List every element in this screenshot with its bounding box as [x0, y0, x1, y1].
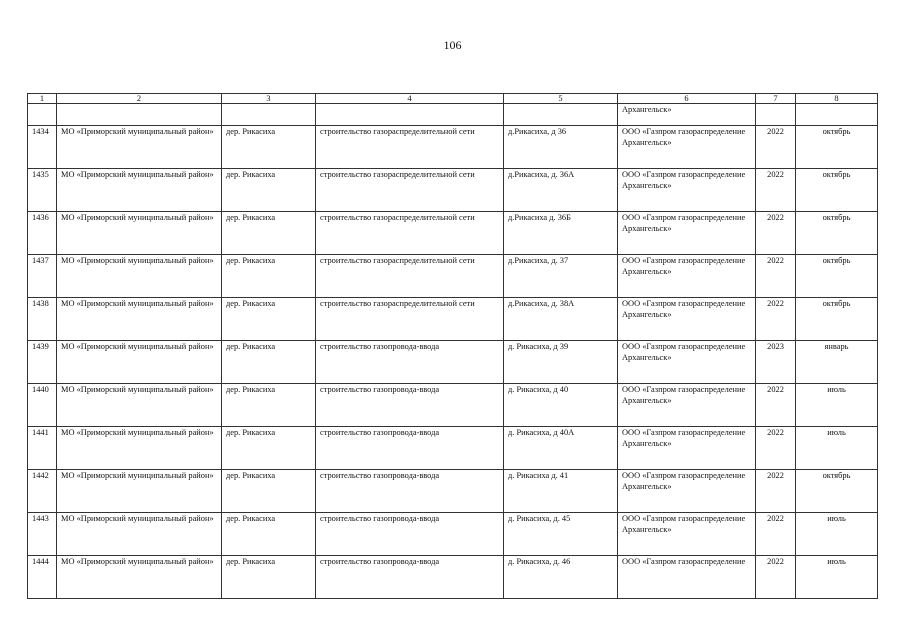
work-type-cell: строительство газопровода-ввода — [316, 513, 504, 556]
year-cell: 2022 — [756, 470, 796, 513]
settlement-cell: дер. Рикасиха — [222, 556, 316, 599]
page-number: 106 — [443, 38, 462, 52]
organization-cell: ООО «Газпром газораспределение Архангельск» — [618, 126, 756, 169]
municipality-cell: МО «Приморский муниципальный район» — [57, 255, 222, 298]
table-row — [28, 556, 878, 599]
column-number: 6 — [618, 94, 756, 104]
column-number: 2 — [57, 94, 222, 104]
year-cell: 2022 — [756, 427, 796, 470]
table-row — [28, 255, 878, 298]
municipality-cell: МО «Приморский муниципальный район» — [57, 470, 222, 513]
continuation-row — [28, 104, 878, 126]
table-body — [28, 94, 878, 599]
year-cell: 2023 — [756, 341, 796, 384]
organization-cell: ООО «Газпром газораспределение Архангельск» — [618, 169, 756, 212]
month-cell: октябрь — [796, 470, 878, 513]
work-type-cell: строительство газопровода-ввода — [316, 556, 504, 599]
organization-cell: ООО «Газпром газораспределение — [618, 556, 756, 599]
row-number-cell: 1442 — [28, 470, 57, 513]
municipality-cell: МО «Приморский муниципальный район» — [57, 169, 222, 212]
month-cell: январь — [796, 341, 878, 384]
column-number: 5 — [504, 94, 618, 104]
row-number-cell: 1444 — [28, 556, 57, 599]
row-number-cell: 1439 — [28, 341, 57, 384]
work-type-cell: строительство газораспределительной сети — [316, 169, 504, 212]
year-cell: 2022 — [756, 126, 796, 169]
municipality-cell: МО «Приморский муниципальный район» — [57, 126, 222, 169]
settlement-cell: дер. Рикасиха — [222, 513, 316, 556]
year-cell: 2022 — [756, 384, 796, 427]
organization-cell: ООО «Газпром газораспределение Архангельск» — [618, 341, 756, 384]
year-cell: 2022 — [756, 298, 796, 341]
year-cell: 2022 — [756, 556, 796, 599]
column-number: 4 — [316, 94, 504, 104]
address-cell: д.Рикасиха, д. 38А — [504, 298, 618, 341]
month-cell: октябрь — [796, 126, 878, 169]
work-type-cell: строительство газораспределительной сети — [316, 126, 504, 169]
address-cell: д.Рикасиха, д. 36А — [504, 169, 618, 212]
table-row — [28, 212, 878, 255]
cell — [316, 104, 504, 126]
work-type-cell: строительство газопровода-ввода — [316, 427, 504, 470]
address-cell: д. Рикасиха д. 41 — [504, 470, 618, 513]
cell — [57, 104, 222, 126]
address-cell: д. Рикасиха, д. 45 — [504, 513, 618, 556]
column-number: 7 — [756, 94, 796, 104]
municipality-cell: МО «Приморский муниципальный район» — [57, 212, 222, 255]
table-row — [28, 470, 878, 513]
data-table — [27, 93, 878, 599]
table-row — [28, 169, 878, 212]
month-cell: октябрь — [796, 169, 878, 212]
organization-cell: ООО «Газпром газораспределение Архангельск» — [618, 513, 756, 556]
row-number-cell: 1443 — [28, 513, 57, 556]
cell — [756, 104, 796, 126]
work-type-cell: строительство газораспределительной сети — [316, 255, 504, 298]
organization-cell: ООО «Газпром газораспределение Архангельск» — [618, 427, 756, 470]
table-row — [28, 513, 878, 556]
column-number-row — [28, 94, 878, 104]
year-cell: 2022 — [756, 255, 796, 298]
year-cell: 2022 — [756, 212, 796, 255]
column-number: 1 — [28, 94, 57, 104]
work-type-cell: строительство газораспределительной сети — [316, 212, 504, 255]
year-cell: 2022 — [756, 169, 796, 212]
municipality-cell: МО «Приморский муниципальный район» — [57, 556, 222, 599]
work-type-cell: строительство газопровода-ввода — [316, 384, 504, 427]
organization-cell: ООО «Газпром газораспределение Архангельск» — [618, 298, 756, 341]
cell — [28, 104, 57, 126]
organization-cell: ООО «Газпром газораспределение Архангельск» — [618, 212, 756, 255]
organization-cell: ООО «Газпром газораспределение Архангельск» — [618, 384, 756, 427]
table-row — [28, 384, 878, 427]
row-number-cell: 1434 — [28, 126, 57, 169]
table-row — [28, 298, 878, 341]
month-cell: июль — [796, 556, 878, 599]
row-number-cell: 1441 — [28, 427, 57, 470]
municipality-cell: МО «Приморский муниципальный район» — [57, 427, 222, 470]
address-cell: д.Рикасиха, д 36 — [504, 126, 618, 169]
cell — [796, 104, 878, 126]
settlement-cell: дер. Рикасиха — [222, 212, 316, 255]
address-cell: д.Рикасиха д. 36Б — [504, 212, 618, 255]
address-cell: д. Рикасиха, д 40А — [504, 427, 618, 470]
cell — [222, 104, 316, 126]
row-number-cell: 1440 — [28, 384, 57, 427]
row-number-cell: 1435 — [28, 169, 57, 212]
work-type-cell: строительство газопровода-ввода — [316, 470, 504, 513]
address-cell: д. Рикасиха, д 40 — [504, 384, 618, 427]
address-cell: д. Рикасиха, д. 46 — [504, 556, 618, 599]
row-number-cell: 1437 — [28, 255, 57, 298]
month-cell: октябрь — [796, 212, 878, 255]
municipality-cell: МО «Приморский муниципальный район» — [57, 384, 222, 427]
row-number-cell: 1436 — [28, 212, 57, 255]
month-cell: октябрь — [796, 298, 878, 341]
row-number-cell: 1438 — [28, 298, 57, 341]
column-number: 8 — [796, 94, 878, 104]
settlement-cell: дер. Рикасиха — [222, 298, 316, 341]
work-type-cell: строительство газопровода-ввода — [316, 341, 504, 384]
table-row — [28, 126, 878, 169]
cell: Архангельск» — [618, 104, 756, 126]
municipality-cell: МО «Приморский муниципальный район» — [57, 513, 222, 556]
organization-cell: ООО «Газпром газораспределение Архангельск» — [618, 470, 756, 513]
settlement-cell: дер. Рикасиха — [222, 470, 316, 513]
cell — [504, 104, 618, 126]
municipality-cell: МО «Приморский муниципальный район» — [57, 341, 222, 384]
column-number: 3 — [222, 94, 316, 104]
work-type-cell: строительство газораспределительной сети — [316, 298, 504, 341]
address-cell: д.Рикасиха, д. 37 — [504, 255, 618, 298]
month-cell: октябрь — [796, 255, 878, 298]
month-cell: июль — [796, 384, 878, 427]
address-cell: д. Рикасиха, д 39 — [504, 341, 618, 384]
settlement-cell: дер. Рикасиха — [222, 341, 316, 384]
settlement-cell: дер. Рикасиха — [222, 126, 316, 169]
year-cell: 2022 — [756, 513, 796, 556]
month-cell: июль — [796, 427, 878, 470]
settlement-cell: дер. Рикасиха — [222, 427, 316, 470]
settlement-cell: дер. Рикасиха — [222, 255, 316, 298]
settlement-cell: дер. Рикасиха — [222, 169, 316, 212]
municipality-cell: МО «Приморский муниципальный район» — [57, 298, 222, 341]
table-row — [28, 341, 878, 384]
table-row — [28, 427, 878, 470]
settlement-cell: дер. Рикасиха — [222, 384, 316, 427]
month-cell: июль — [796, 513, 878, 556]
organization-cell: ООО «Газпром газораспределение Архангельск» — [618, 255, 756, 298]
